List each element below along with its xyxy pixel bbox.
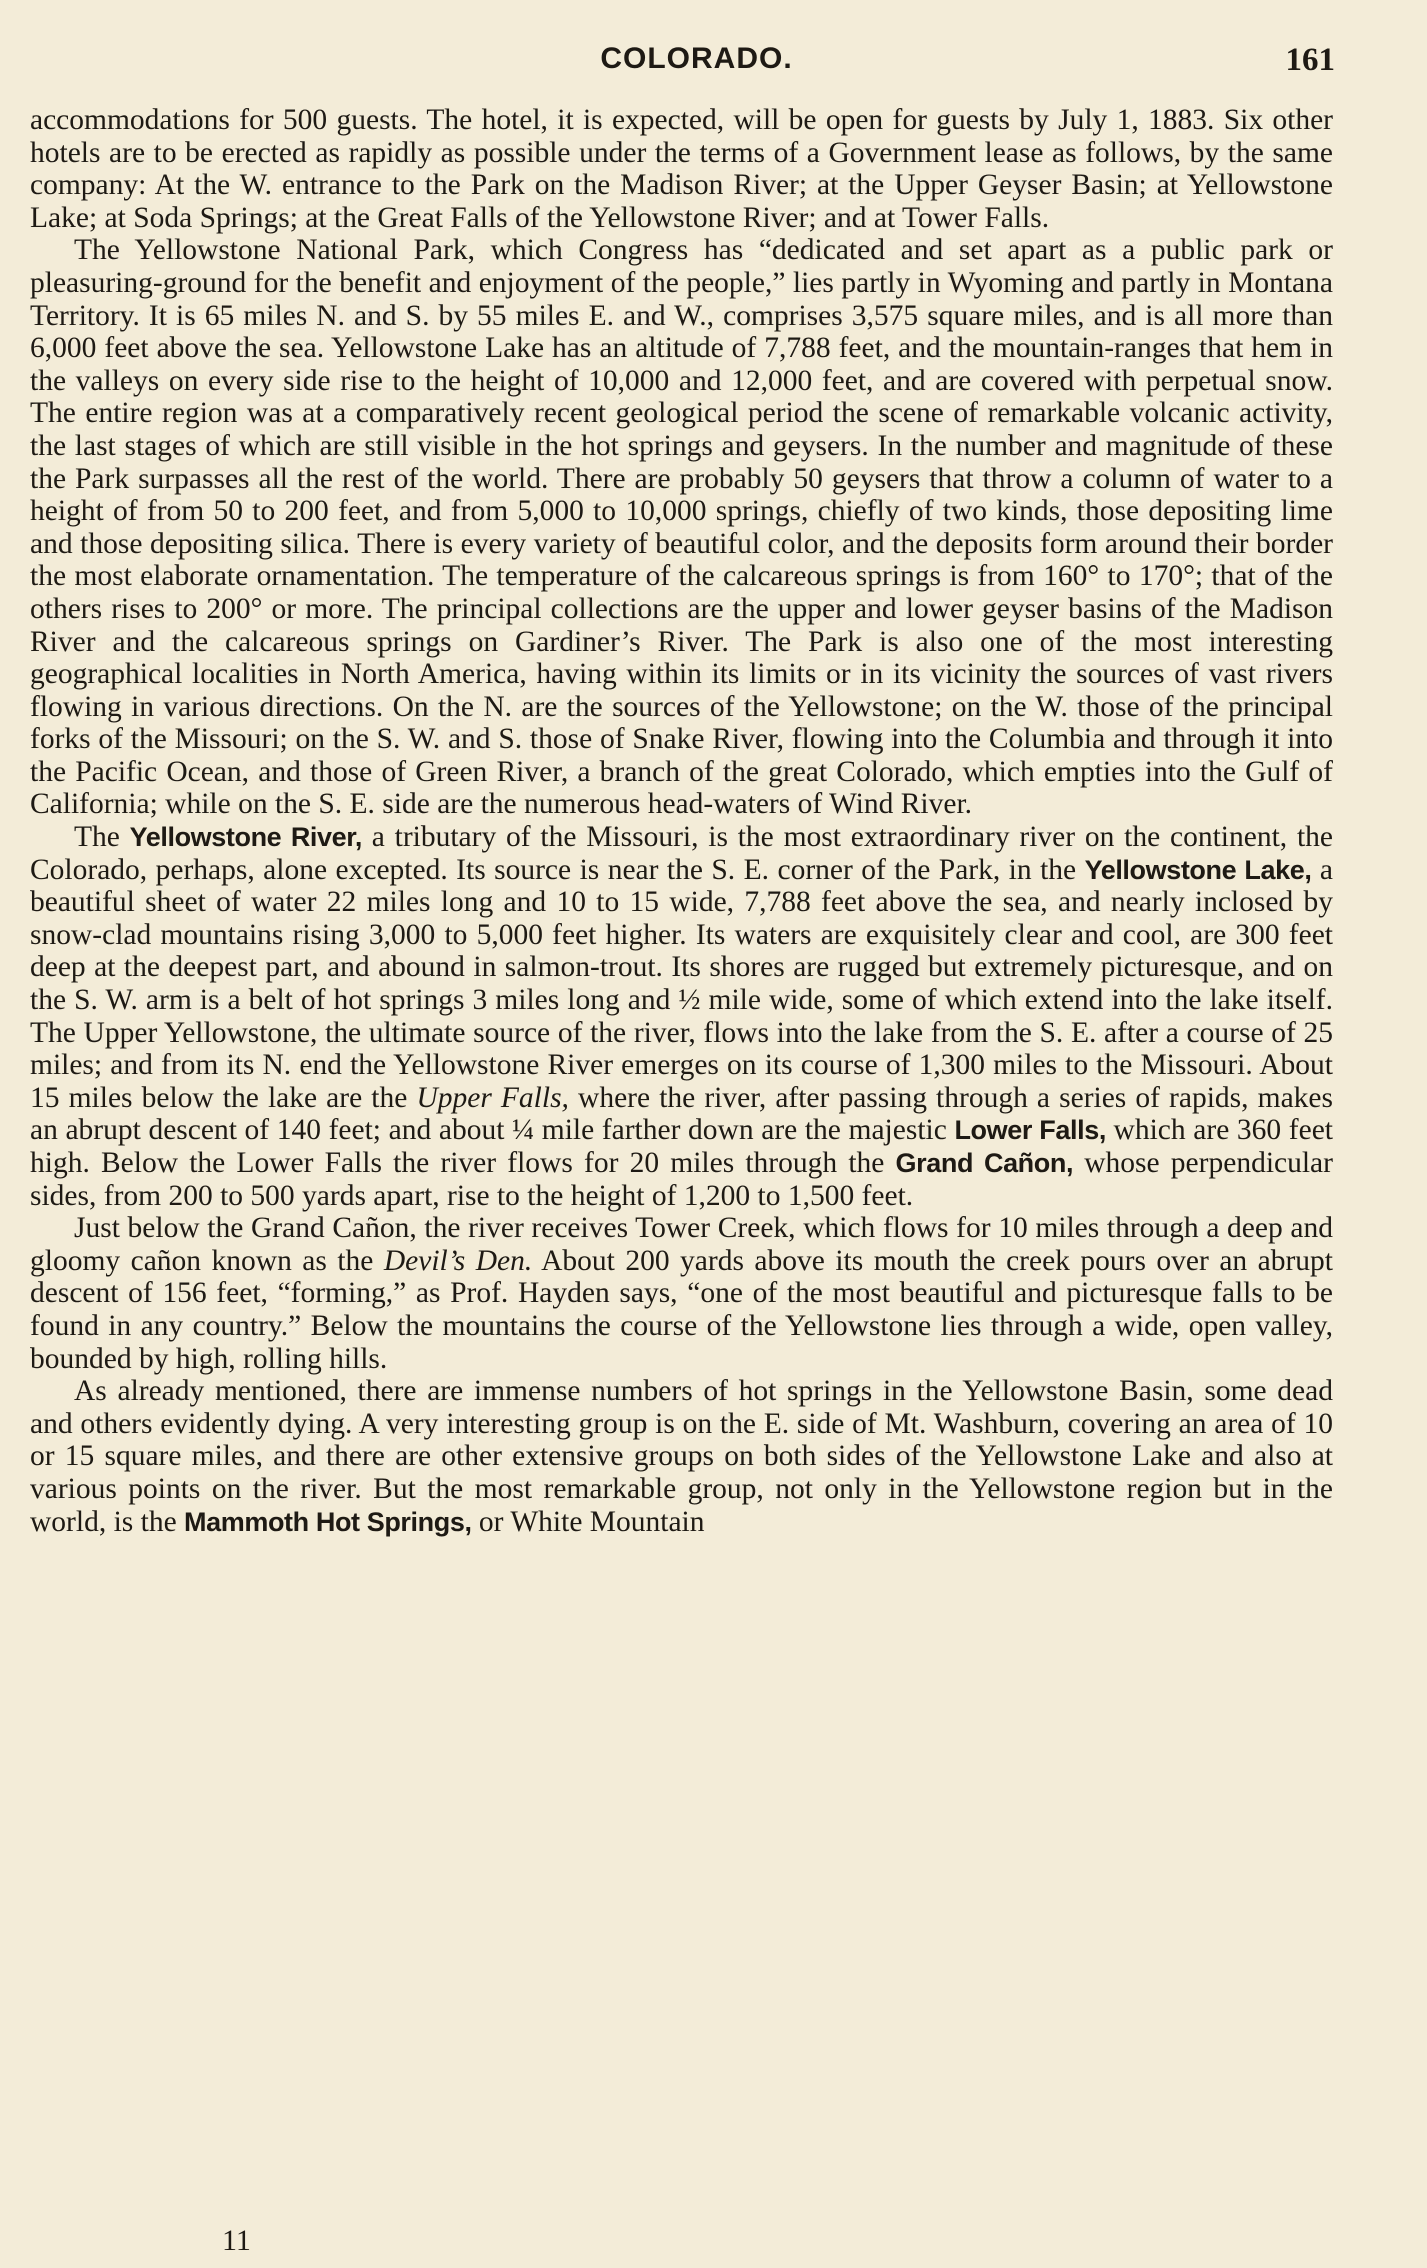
paragraph: [30, 821, 1333, 1212]
text-run: whose perpendicular sides, from 200 to 500 yards apart, rise to the height of 1,200 to 1,500 feet.: [30, 1147, 1333, 1212]
page-number: 161: [1285, 42, 1335, 78]
bold-term: Mammoth Hot Springs,: [184, 1506, 472, 1537]
text-run: The Yellowstone National Park, which Congress has “dedicated and set apart as a public park or pleasuring-ground for the benefit and enjoyment of the people,” lies partly in Wyoming and partly in Montana Territory. It is 65 miles N. and S. by 55 miles E. and W., comprises 3,575 square miles, and is all more than 6,000 feet above the sea. Yellowstone Lake has an altitude of 7,788 feet, and the mountain-ranges that hem in the valleys on every side rise to the height of 10,000 and 12,000 feet, and are covered with perpetual snow. The entire region was at a comparatively recent geological period the scene of remarkable volcanic activity, the last stages of which are still visible in the hot springs and geysers. In the number and magnitude of these the Park surpasses all the rest of the world. There are probably 50 geysers that throw a column of water to a height of from 50 to 200 feet, and from 5,000 to 10,000 springs, chiefly of two kinds, those depositing lime and those depositing silica. There is every variety of beautiful color, and the deposits form around their border the most elaborate ornamentation. The temperature of the calcareous springs is from 160° to 170°; that of the others rises to 200° or more. The principal collections are the upper and lower geyser basins of the Madison River and the calcareous springs on Gardiner’s River. The Park is also one of the most interesting geographical localities in North America, having within its limits or in its vicinity the sources of vast rivers flowing in various directions. On the N. are the sources of the Yellowstone; on the W. those of the principal forks of the Missouri; on the S. W. and S. those of Snake River, flowing into the Columbia and through it into the Pacific Ocean, and those of Green River, a branch of the great Colorado, which empties into the Gulf of California; while on the S. E. side are the numerous head-waters of Wind River.: [30, 234, 1333, 821]
text-run: or White Mountain: [471, 1505, 705, 1538]
body-text: [30, 104, 1333, 1538]
bold-term: Yellowstone Lake,: [1084, 854, 1312, 885]
running-head: COLORADO.: [600, 42, 793, 75]
paragraph: [30, 1375, 1333, 1538]
book-page: [30, 42, 1333, 1538]
bold-term: Lower Falls,: [954, 1115, 1106, 1146]
text-run: which are 360 feet high. Below the Lower Falls the river flows for 20 miles through the: [30, 1114, 1333, 1179]
paragraph: [30, 104, 1333, 234]
text-run: As already mentioned, there are immense numbers of hot springs in the Yellowstone Basin, some dead and others evidently dying. A very interesting group is on the E. side of Mt. Washburn, covering an area of 10 or 15 square miles, and there are other extensive groups on both sides of the Yellowstone Lake and also at various points on the river. But the most remarkable group, not only in the Yellowstone region but in the world, is the: [30, 1375, 1333, 1538]
text-run: a tributary of the Missouri, is the most extraordinary river on the continent, the Colorado, perhaps, alone excepted. Its source is near the S. E. corner of the Park, in the: [30, 821, 1333, 886]
text-run: a beautiful sheet of water 22 miles long and 10 to 15 wide, 7,788 feet above the sea, and nearly inclosed by snow-clad mountains rising 3,000 to 5,000 feet higher. Its waters are exquisitely clear and cool, are 300 feet deep at the deepest part, and abound in salmon-trout. Its shores are rugged but extremely picturesque, and on the S. W. arm is a belt of hot springs 3 miles long and ½ mile wide, some of which extend into the lake itself. The Upper Yellowstone, the ultimate source of the river, flows into the lake from the S. E. after a course of 25 miles; and from its N. end the Yellowstone River emerges on its course of 1,300 miles to the Missouri. About 15 miles below the lake are the: [30, 853, 1333, 1114]
bold-term: Yellowstone River,: [129, 822, 362, 853]
signature-mark: 11: [222, 2224, 251, 2257]
paragraph: [30, 234, 1333, 821]
bold-term: Grand Cañon,: [895, 1148, 1074, 1178]
italic-term: Devil’s Den.: [383, 1244, 533, 1277]
text-run: where the river, after passing through a series of rapids, makes an abrupt descent of 140 feet; and about ¼ mile farther down are the majestic: [30, 1081, 1333, 1147]
paragraph: [30, 1212, 1333, 1375]
text-run: accommodations for 500 guests. The hotel, it is expected, will be open for guests by July 1, 1883. Six other hotels are to be erected as rapidly as possible under the terms of a Government lease as follows, by the same company: At the W. entrance to the Park on the Madison River; at the Upper Geyser Basin; at Yellowstone Lake; at Soda Springs; at the Great Falls of the Yellowstone River; and at Tower Falls.: [30, 104, 1333, 234]
text-run: The: [74, 821, 130, 854]
page-header: [30, 42, 1333, 82]
text-run: About 200 yards above its mouth the creek pours over an abrupt descent of 156 feet, “forming,” as Prof. Hayden says, “one of the most beautiful and picturesque falls to be found in any country.” Below the mountains the course of the Yellowstone lies through a wide, open valley, bounded by high, rolling hills.: [30, 1244, 1333, 1375]
italic-term: Upper Falls,: [416, 1081, 569, 1114]
text-run: Just below the Grand Cañon, the river receives Tower Creek, which flows for 10 miles through a deep and gloomy cañon known as the: [30, 1212, 1333, 1277]
